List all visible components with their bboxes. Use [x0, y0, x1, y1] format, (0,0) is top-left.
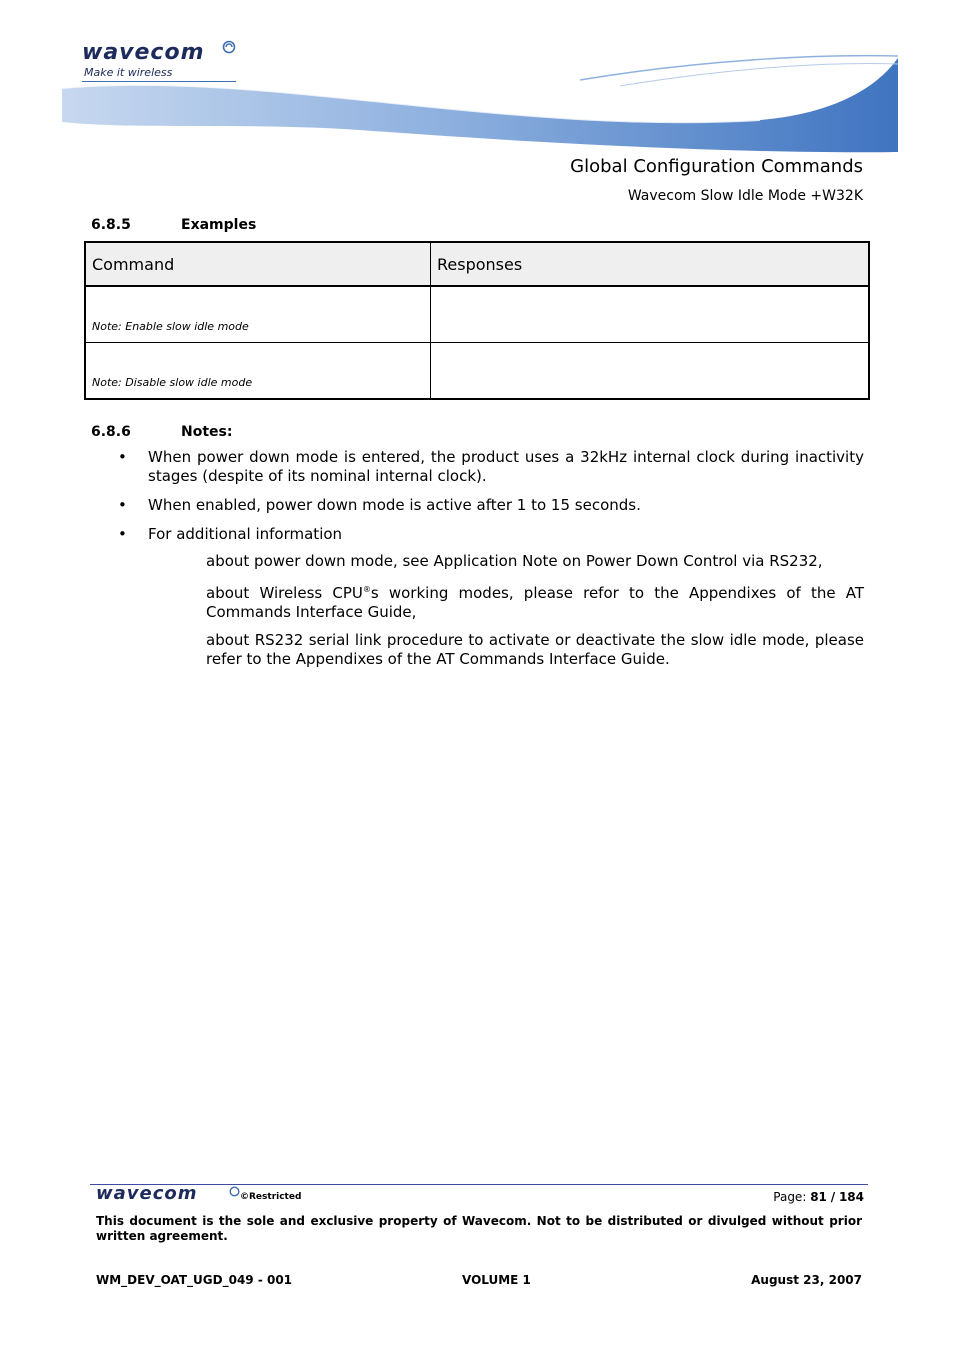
footer-logo-swirl-icon — [229, 1186, 240, 1197]
header-swoosh-banner — [60, 50, 900, 155]
bullet-text: For additional information — [148, 525, 343, 543]
document-date: August 23, 2007 — [751, 1273, 862, 1287]
sub-paragraph — [206, 580, 864, 622]
response-cell — [431, 343, 870, 400]
list-item — [110, 448, 864, 486]
footer-divider — [90, 1184, 868, 1185]
list-item — [110, 496, 864, 515]
table-row — [85, 286, 869, 343]
command-note: Note: Disable slow idle mode — [92, 376, 253, 389]
wavecom-logo: wavecom — [82, 40, 205, 65]
restricted-label: ©Restricted — [240, 1192, 302, 1202]
page-total: 184 — [838, 1190, 864, 1204]
property-notice: This document is the sole and exclusive property of Wavecom. Not to be distributed or divulged without prior written agreement. — [96, 1214, 862, 1243]
command-cell — [85, 343, 431, 400]
examples-heading — [91, 217, 256, 233]
page-number: Page: 81 / 184 — [773, 1190, 864, 1204]
column-header-responses: Responses — [431, 242, 870, 286]
section-number: 6.8.6 — [91, 424, 131, 440]
sub-paragraph: about RS232 serial link procedure to activate or deactivate the slow idle mode, please refer to the Appendixes of the AT Commands Interface Guide. — [206, 631, 864, 668]
registered-mark: ® — [362, 585, 371, 594]
cpu-text-suffix: s working modes, please refor to the Appendixes of the AT Commands Interface Guide, — [206, 584, 864, 621]
bullet-text: When power down mode is entered, the product uses a 32kHz internal clock during inactivity stages (despite of its nominal internal clock). — [148, 448, 864, 485]
section-title: Examples — [181, 217, 257, 233]
section-title: Notes: — [181, 424, 233, 440]
examples-table — [84, 241, 870, 400]
bullet-text: When enabled, power down mode is active after 1 to 15 seconds. — [148, 496, 641, 514]
bullet-icon: • — [118, 525, 127, 543]
table-row — [85, 343, 869, 400]
page-current: 81 — [810, 1190, 827, 1204]
table-header-row — [85, 242, 869, 286]
sub-paragraph: about power down mode, see Application Note on Power Down Control via RS232, — [206, 552, 823, 570]
list-item — [110, 525, 864, 544]
page-label: Page: — [773, 1190, 807, 1204]
command-note: Note: Enable slow idle mode — [92, 320, 249, 333]
notes-heading — [91, 424, 232, 440]
footer-wavecom-logo: wavecom — [96, 1183, 198, 1204]
notes-list — [110, 448, 864, 678]
volume-label: VOLUME 1 — [462, 1273, 531, 1287]
response-cell — [431, 286, 870, 343]
document-reference: WM_DEV_OAT_UGD_049 - 001 — [96, 1273, 293, 1287]
command-cell — [85, 286, 431, 343]
page-subtitle: Wavecom Slow Idle Mode +W32K — [627, 188, 863, 204]
bullet-icon: • — [118, 448, 127, 466]
column-header-command: Command — [85, 242, 431, 286]
bullet-icon: • — [118, 496, 127, 514]
logo-tagline: Make it wireless — [84, 66, 173, 79]
cpu-text-prefix: about Wireless CPU — [206, 584, 363, 602]
section-number: 6.8.5 — [91, 217, 131, 233]
page-title: Global Configuration Commands — [570, 156, 863, 177]
